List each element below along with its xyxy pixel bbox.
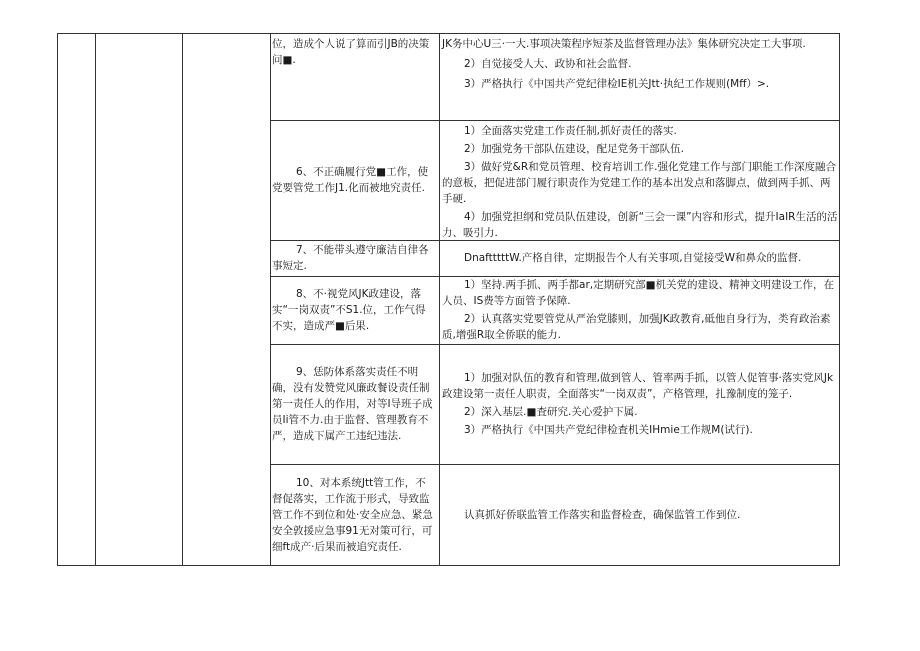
measure-text: 4）加强党担纲和党员队伍建设，创新“三会一课”内容和形式，提升IaIR生活的活力、吸引力.	[442, 211, 838, 239]
measure-text: DnaftttttW.产格自律，定期报告个人有关事项,自觉接受W和鼻众的监督.	[464, 252, 802, 264]
measures-cell	[442, 123, 838, 241]
measure-text: 3）严格执行《中国共产党纪律检IE机关Jtt·执纪工作规则(Mff）>.	[464, 78, 770, 90]
measure-text: 1）加强对队伍的教育和管理,做到管人、管率两手抓，以管人促管事·落实党风Jk政建设第一责任人职责，全面落实“一岗双责”，产格管理，扎豫制度的笼子.	[442, 372, 834, 400]
measure-text: 3）做好党&R和党员管理、校育培训工作.强化党建工作与部门职能工作深度融合的意板，把促进部门履行职责作为党建工作的基本出发点和落脚点，做到两手抓、两手硬.	[442, 161, 836, 205]
measure-text: 3）严格执行《中国共产党纪律检査机关IHmie工作规M(试行).	[464, 424, 753, 436]
measure-text: 1）全面落实党建工作责任制,抓好责任的落实.	[464, 125, 677, 137]
measure-text: 认真抓好侨联监管工作落实和监督检查，确保监管工作到位.	[464, 509, 741, 521]
measures-cell	[442, 277, 838, 343]
issue-cell	[272, 345, 436, 463]
measure-text: 2）认真落实党要管党从严治党膝则，加强JK政教育,砥他自身行为，类育政治素质,增强R取全侨联的能力.	[442, 313, 831, 341]
empty-cell	[96, 34, 182, 565]
responsibility-table	[57, 33, 840, 566]
issue-cell	[272, 277, 436, 343]
measures-cell	[442, 345, 838, 463]
issue-text: 8、不·视党风JK政建设，落实“一岗双责”不S1.位，工作气得不实，造成严■后果.	[272, 288, 426, 332]
issue-cell	[272, 241, 436, 275]
measure-text: 2）自觉接受人大、政协和社会监督.	[464, 58, 632, 70]
measure-text: JK务中心U三·一大.事项决策程序短茶及监督管理办法》集体研究决定工大事项.	[442, 38, 806, 50]
measure-text: 2）深入基层.■査研究.关心爱护下属.	[464, 406, 638, 418]
column-divider	[270, 34, 271, 565]
issue-text: 10、对本系统Jtt管工作，不督促落实，工作流于形式，导致监管工作不到位和处·安全应急、紧急安全敦援应急事91无对策可行，可细ft成产·后果而被追究责任.	[272, 477, 433, 553]
issue-cell	[272, 36, 436, 68]
measure-text: 2）加强党务干部队伍建设，配足党务干部队伍.	[464, 143, 685, 155]
measures-cell	[442, 241, 838, 275]
issue-text: 7、不能带头遵守廉洁自律各事短定.	[272, 244, 429, 272]
measures-cell	[442, 36, 838, 92]
issue-text: 9、恁防体系落实责任不明确，没有发赞党风廉政餐设责任制第一责任人的作用，对等I导班子成员Ii管不力.由于监督、管理教育不严，造成下属产工违纪违法.	[272, 366, 433, 442]
empty-cell	[58, 34, 95, 565]
issue-cell	[272, 465, 436, 565]
column-divider	[439, 34, 440, 565]
measures-cell	[442, 465, 838, 565]
issue-text: 位，造成个人说了算而引JB的决策问■.	[272, 38, 430, 66]
empty-cell	[183, 34, 270, 565]
issue-text: 6、不正确履行党■工作，使党要管党工作J1.化而被地究责任.	[272, 166, 429, 194]
measure-text: 1）坚持.两手抓、两手都ar,定期研究部■机关党的建设、精神文明建设工作，在人员、IS费等方面管予保障.	[442, 279, 835, 307]
issue-cell	[272, 121, 436, 239]
